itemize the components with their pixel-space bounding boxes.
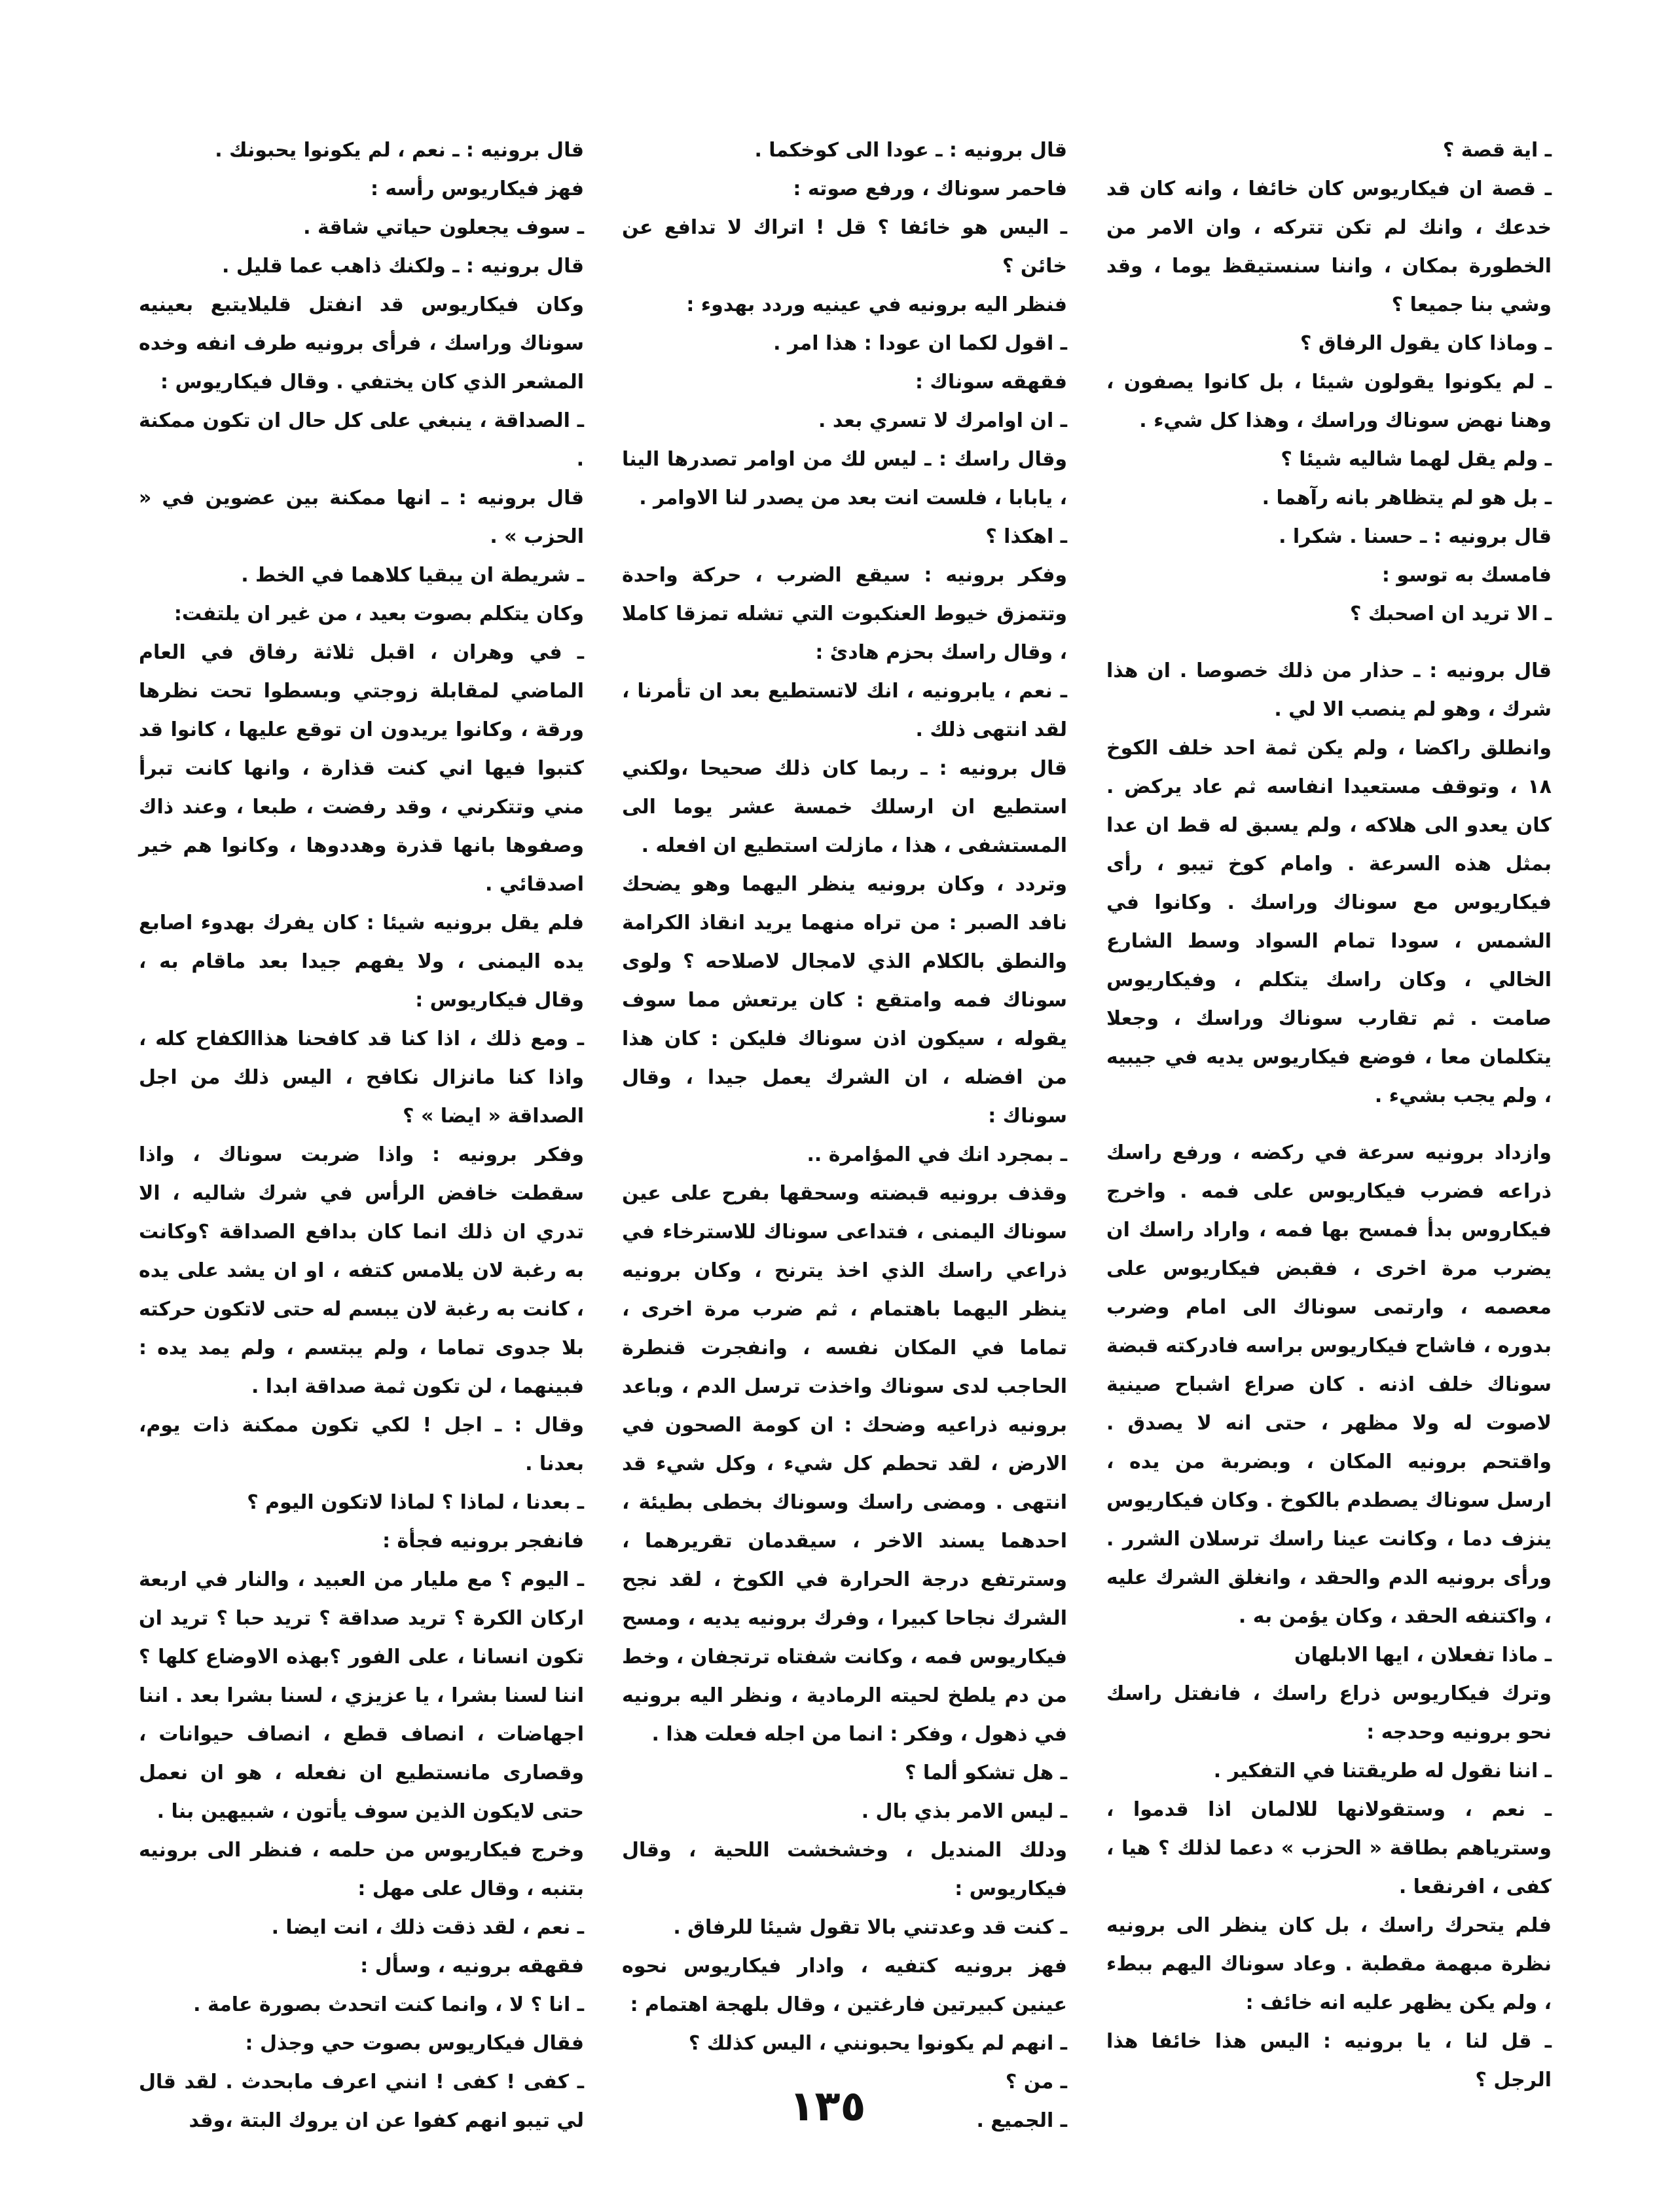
text-column-middle: [622, 131, 1067, 2140]
paragraph: فنظر اليه برونيه في عينيه وردد بهدوء :: [686, 293, 1067, 316]
paragraph: وكان يتكلم بصوت بعيد ، من غير ان يلتفت:: [173, 602, 584, 625]
paragraph: ـ بل هو لم يتظاهر بانه رآهما .: [1262, 487, 1552, 509]
paragraph: ـ بمجرد انك في المؤامرة ..: [807, 1143, 1067, 1166]
paragraph: فهز برونيه كتفيه ، وادار فيكاريوس نحوه عينين كبيرتين فارغتين ، وقال بلهجة اهتمام :: [622, 1955, 1067, 2016]
paragraph: فقهقه سوناك :: [915, 371, 1067, 394]
paragraph: فلم يتحرك راسك ، بل كان ينظر الى برونيه نظرة مبهمة مقطبة . وعاد سوناك اليهم ببطء ، ولم يكن يظهر عليه انه خائف :: [1106, 1914, 1552, 2014]
paragraph: ـ نعم ، وستقولانها للالمان اذا قدموا ، وسترياهم بطاقة « الحزب » دعما لذلك ؟ هيا ، كفى ، افرنقعا .: [1106, 1798, 1552, 1898]
paragraph: ـ قل لنا ، يا برونيه : اليس هذا خائفا هذا الرجل ؟: [1106, 2030, 1552, 2092]
paragraph: ـ كنت قد وعدتني بالا تقول شيئا للرفاق .: [673, 1916, 1067, 1939]
paragraph: ـ الصداقة ، ينبغي على كل حال ان تكون ممكنة .: [139, 409, 584, 471]
paragraph: ـ شريطة ان يبقيا كلاهما في الخط .: [241, 564, 584, 587]
paragraph: وفكر برونيه : واذا ضربت سوناك ، واذا سقطت خافض الرأس في شرك شاليه ، الا تدري ان ذلك انما كان بدافع الصداقة ؟وكانت به رغبة لان يلامس كتفه ، او ان يشد على يده ، كانت به رغبة لان يبسم له حتى لاتكون حركته بلا جدوى تماما ، ولم يبتسم ، ولم يمد يده : فبينهما ، لن تكون ثمة صداقة ابدا .: [139, 1143, 584, 1398]
paragraph: ـ في وهران ، اقبل ثلاثة رفاق في العام الماضي لمقابلة زوجتي وبسطوا تحت نظرها ورقة ، وكانوا يريدون ان توقع عليها ، كانوا قد كتبوا فيها اني كنت قذارة ، وانها كانت تبرأ مني وتتكرني ، وقد رفضت ، طبعا ، وعند ذاك وصفوها بانها قذرة وهددوها ، وكانوا هم خير اصدقائي .: [139, 641, 584, 896]
paragraph: فامسك به توسو :: [1381, 564, 1552, 587]
paragraph: وقال راسك : ـ ليس لك من اوامر تصدرها الينا ، يابابا ، فلست انت بعد من يصدر لنا الاوامر .: [622, 448, 1067, 509]
paragraph: قال برونيه : ـ ربما كان ذلك صحيحا ،ولكني استطيع ان ارسلك خمسة عشر يوما الى المستشفى ، هذا ، مازلت استطيع ان افعله .: [622, 757, 1067, 857]
paragraph: ـ الا تريد ان اصحبك ؟: [1350, 602, 1552, 625]
paragraph: فانفجر برونيه فجأة :: [382, 1530, 584, 1553]
paragraph: وقذف برونيه قبضته وسحقها بفرح على عين سوناك اليمنى ، فتداعى سوناك للاسترخاء في ذراعي راسك الذي اخذ يترنح ، وكان برونيه ينظر اليهما باهتمام ، ثم ضرب مرة اخرى ، تماما في المكان نفسه ، وانفجرت قنطرة الحاجب لدى سوناك واخذت ترسل الدم ، وباعد برونيه ذراعيه وضحك : ان كومة الصحون في الارض ، لقد تحطم كل شيء ، وكل شيء قد انتهى . ومضى راسك وسوناك بخطى بطيئة ، احدهما يسند الاخر ، سيقدمان تقريرهما ، وسترتفع درجة الحرارة في الكوخ ، لقد نجح الشرك نجاحا كبيرا ، وفرك برونيه يديه ، ومسح فيكاريوس فمه ، وكانت شفتاه ترتجفان ، وخط من دم يلطخ لحيته الرمادية ، ونظر اليه برونيه في ذهول ، وفكر : انما من اجله فعلت هذا .: [622, 1182, 1067, 1746]
paragraph: ـ سوف يجعلون حياتي شاقة .: [303, 216, 584, 239]
paragraph: قال برونيه : ـ نعم ، لم يكونوا يحبونك .: [215, 139, 584, 162]
paragraph: قال برونيه : ـ انها ممكنة بين عضوين في « الحزب » .: [139, 487, 584, 548]
paragraph: وكان فيكاريوس قد انفتل قليلايتبع بعينيه سوناك وراسك ، فرأى برونيه طرف انفه وخده المشعر الذي كان يختفي . وقال فيكاريوس :: [139, 293, 584, 394]
paragraph: ـ هل تشكو ألما ؟: [905, 1761, 1067, 1784]
paragraph: قال برونيه : ـ ولكنك ذاهب عما قليل .: [222, 255, 584, 278]
paragraph: فاحمر سوناك ، ورفع صوته :: [793, 177, 1067, 200]
text-column-right: [1106, 131, 1552, 2099]
paragraph: ـ اقول لكما ان عودا : هذا امر .: [773, 332, 1067, 355]
paragraph: ـ الجميع .: [976, 2109, 1067, 2132]
paragraph: وانطلق راكضا ، ولم يكن ثمة احد خلف الكوخ ١٨ ، وتوقف مستعيدا انفاسه ثم عاد يركض . كان يعدو الى هلاكه ، ولم يسبق له قط ان عدا بمثل هذه السرعة . وامام كوخ تيبو ، رأى فيكاريوس مع سوناك وراسك . وكانوا في الشمس ، سودا تمام السواد وسط الشارع الخالي ، وكان راسك يتكلم ، وفيكاريوس صامت . ثم تقارب سوناك وراسك ، وجعلا يتكلمان معا ، فوضع فيكاريوس يديه في جيبيه ، ولم يجب بشيء .: [1106, 737, 1552, 1107]
paragraph: ـ اية قصة ؟: [1442, 139, 1552, 162]
paragraph: وخرج فيكاريوس من حلمه ، فنظر الى برونيه بتنبه ، وقال على مهل :: [139, 1839, 584, 1900]
paragraph: ـ ماذا تفعلان ، ايها الابلهان: [1294, 1644, 1552, 1667]
paragraph: ودلك المنديل ، وخشخشت اللحية ، وقال فيكاريوس :: [622, 1839, 1067, 1900]
paragraph: ـ كفى ! كفى ! انني اعرف مابحدث . لقد قال لي تيبو انهم كفوا عن ان يروك البتة ،وقد: [139, 2071, 584, 2132]
paragraph: ـ ليس الامر بذي بال .: [861, 1800, 1067, 1823]
page-number: ١٣٥: [789, 2082, 866, 2131]
paragraph: ـ انهم لم يكونوا يحبونني ، اليس كذلك ؟: [688, 2032, 1067, 2055]
paragraph: وازداد برونيه سرعة في ركضه ، ورفع راسك ذراعه فضرب فيكاريوس على فمه . واخرج فيكاروس بدأ فمسح بها فمه ، واراد راسك ان يضرب مرة اخرى ، فقبض فيكاريوس على معصمه ، وارتمى سوناك الى امام وضرب بدوره ، فاشاح فيكاريوس براسه فادركته قبضة سوناك خلف اذنه . كان صراع اشباح صينية لاصوت له ولا مظهر ، حتى انه لا يصدق . واقتحم برونيه المكان ، وبضربة من يده ، ارسل سوناك يصطدم بالكوخ . وكان فيكاريوس ينزف دما ، وكانت عينا راسك ترسلان الشرر . ورأى برونيه الدم والحقد ، وانغلق الشرك عليه ، واكتنفه الحقد ، وكان يؤمن به .: [1106, 1141, 1552, 1628]
paragraph: ـ اليس هو خائفا ؟ قل ! اتراك لا تدافع عن خائن ؟: [622, 216, 1067, 278]
paragraph: وتردد ، وكان برونيه ينظر اليهما وهو يضحك نافد الصبر : من تراه منهما يريد انقاذ الكرامة والنطق بالكلام الذي لامجال لاصلاحه ؟ ولوى سوناك فمه وامتقع : كان يرتعش مما سوف يقوله ، سيكون اذن سوناك فليكن : كان هذا من افضله ، ان الشرك يعمل جيدا ، وقال سوناك :: [622, 873, 1067, 1128]
paragraph: وفكر برونيه : سيقع الضرب ، حركة واحدة وتتمزق خيوط العنكبوت التي تشله تمزقا كاملا ، وقال راسك بحزم هادئ :: [622, 564, 1067, 664]
paragraph: ـ ومع ذلك ، اذا كنا قد كافحنا هذاالكفاح كله ، واذا كنا مانزال نكافح ، اليس ذلك من اجل الصداقة « ايضا » ؟: [139, 1027, 584, 1128]
paragraph: ـ بعدنا ، لماذا ؟ لماذا لاتكون اليوم ؟: [247, 1491, 584, 1514]
paragraph: فلم يقل برونيه شيئا : كان يفرك بهدوء اصابع يده اليمنى ، ولا يفهم جيدا بعد ماقام به ، وقال فيكاريوس :: [139, 912, 584, 1012]
paragraph: ـ قصة ان فيكاريوس كان خائفا ، وانه كان قد خدعك ، وانك لم تكن تتركه ، وان الامر من الخطورة بمكان ، واننا سنستيقظ يوما ، وقد وشي بنا جميعا ؟: [1106, 177, 1552, 316]
paragraph: ـ من ؟: [1005, 2071, 1067, 2093]
paragraph: ـ اننا نقول له طريقتنا في التفكير .: [1213, 1760, 1552, 1782]
paragraph: ـ ان اوامرك لا تسري بعد .: [818, 409, 1067, 432]
paragraph: ـ اليوم ؟ مع مليار من العبيد ، والنار في اربعة اركان الكرة ؟ تريد صداقة ؟ تريد حبا ؟ تريد ان تكون انسانا ، على الفور ؟بهذه الاوضاع كلها ؟ اننا لسنا بشرا ، يا عزيزي ، لسنا بشرا بعد . اننا اجهاضات ، انصاف قطع ، انصاف حيوانات ، وقصارى مانستطيع ان نفعله ، هو ان نعمل حتى لايكون الذين سوف يأتون ، شبيهين بنا .: [139, 1568, 584, 1823]
paragraph: ـ وماذا كان يقول الرفاق ؟: [1300, 332, 1552, 355]
paragraph: وترك فيكاريوس ذراع راسك ، فانفتل راسك نحو برونيه وحدجه :: [1106, 1682, 1552, 1744]
text-column-left: [139, 131, 584, 2140]
paragraph: ـ انا ؟ لا ، وانما كنت اتحدث بصورة عامة .: [193, 1993, 584, 2016]
paragraph: فقهقه برونيه ، وسأل :: [360, 1955, 584, 1978]
paragraph: ـ لم يكونوا يقولون شيئا ، بل كانوا يصفون ، وهنا نهض سوناك وراسك ، وهذا كل شيء .: [1106, 371, 1552, 432]
paragraph: ـ اهكذا ؟: [985, 525, 1067, 548]
paragraph: قال برونيه : ـ حذار من ذلك خصوصا . ان هذا شرك ، وهو لم ينصب الا لي .: [1106, 659, 1552, 721]
paragraph: قال برونيه : ـ عودا الى كوخكما .: [754, 139, 1067, 162]
paragraph: ـ نعم ، يابرونيه ، انك لاتستطيع بعد ان تأمرنا ، لقد انتهى ذلك .: [622, 680, 1067, 741]
paragraph: فهز فيكاريوس رأسه :: [370, 177, 584, 200]
paragraph: فقال فيكاريوس بصوت حي وجذل :: [245, 2032, 584, 2055]
paragraph: وقال : ـ اجل ! لكي تكون ممكنة ذات يوم، بعدنا .: [139, 1414, 584, 1475]
paragraph: ـ ولم يقل لهما شاليه شيئا ؟: [1281, 448, 1552, 471]
paragraph: قال برونيه : ـ حسنا . شكرا .: [1279, 525, 1552, 548]
paragraph: ـ نعم ، لقد ذقت ذلك ، انت ايضا .: [271, 1916, 584, 1939]
